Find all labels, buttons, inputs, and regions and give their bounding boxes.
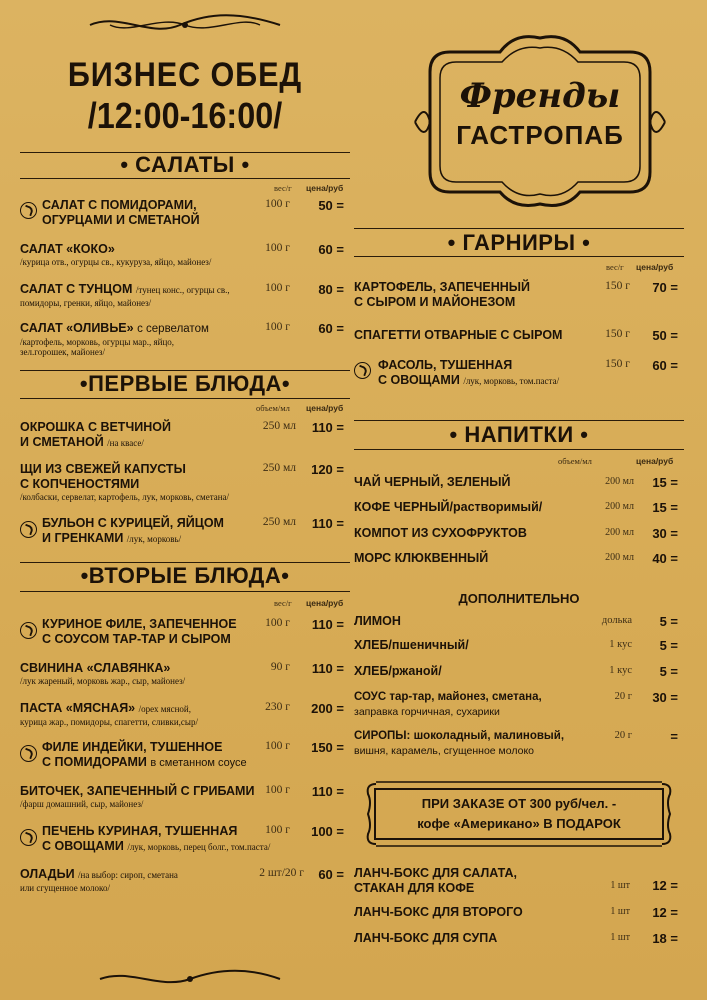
divider [354,228,684,229]
item-name: ХЛЕБ/ржаной/ [354,664,442,678]
menu-item [20,420,350,451]
item-name: СТАКАН ДЛЯ КОФЕ [354,881,475,895]
item-amount: 1 шт [610,932,630,943]
item-name: БИТОЧЕК, ЗАПЕЧЕННЫЙ С ГРИБАМИ [20,784,255,798]
item-amount: 1 кус [609,665,632,676]
item-price: 60 = [318,242,344,257]
ornament-icon [80,10,290,40]
item-name: БУЛЬОН С КУРИЦЕЙ, ЯЙЦОМ [42,516,224,530]
item-desc: зел.горошек, майонез/ [20,347,105,357]
item-amount: 20 г [614,691,632,702]
item-name: С СОУСОМ ТАР-ТАР И СЫРОМ [42,632,231,646]
menu-item [354,931,684,946]
item-name: С ПОМИДОРАМИ в сметанном соусе [42,755,247,769]
item-price: 50 = [652,328,678,343]
menu-item [20,867,350,893]
item-amount: 200 мл [605,552,634,563]
item-name: КОМПОТ ИЗ СУХОФРУКТОВ [354,526,527,540]
menu-item [354,280,684,310]
item-desc: /колбаски, сервелат, картофель, лук, морковь, сметана/ [20,492,230,502]
item-amount: 1 кус [609,639,632,650]
item-desc: курица жар., помидоры, спагетти, сливки,сыр/ [20,717,198,727]
divider [20,398,350,399]
col-price-label: цена/руб [636,456,674,466]
item-name: ОЛАДЬИ /на выбор: сироп, сметана [20,867,178,881]
item-name: ОКРОШКА С ВЕТЧИНОЙ [20,420,171,434]
item-amount: 100 г [265,282,290,294]
col-amount-label: вес/г [274,183,292,193]
item-price: 110 = [311,661,344,676]
item-price: 30 = [652,690,678,705]
item-price: 110 = [311,516,344,531]
item-amount: 230 г [265,701,290,713]
item-price: 110 = [311,420,344,435]
item-price: = [670,729,678,744]
menu-item [20,784,350,809]
promo-line: кофе «Американо» В ПОДАРОК [417,816,621,831]
item-desc: /картофель, морковь, огурцы мар., яйцо, [20,337,175,347]
menu-item [354,905,684,920]
item-name: ФИЛЕ ИНДЕЙКИ, ТУШЕННОЕ [42,740,223,754]
item-name: С СЫРОМ И МАЙОНЕЗОМ [354,295,516,309]
menu-item [20,462,350,502]
item-name: СПАГЕТТИ ОТВАРНЫЕ С СЫРОМ [354,328,563,342]
item-name: ЛАНЧ-БОКС ДЛЯ САЛАТА, [354,866,517,880]
item-price: 100 = [311,824,344,839]
menu-item [354,358,684,389]
menu-item [354,638,684,653]
item-amount: 20 г [614,730,632,741]
chef-recommend-icon [20,202,37,219]
menu-item [354,614,684,629]
menu-item [354,526,684,541]
item-name: ЛАНЧ-БОКС ДЛЯ СУПА [354,931,498,945]
item-amount: 150 г [605,328,630,340]
menu-item [354,328,684,343]
item-amount: 100 г [265,321,290,333]
item-price: 18 = [652,931,678,946]
item-price: 60 = [318,321,344,336]
menu-item [20,617,350,647]
item-price: 5 = [659,614,678,629]
item-amount: 1 шт [610,880,630,891]
menu-item [354,866,684,896]
logo-name-text: ГАСТРОПАБ [456,120,624,150]
col-amount-label: объем/мл [256,403,290,413]
page-title: БИЗНЕС ОБЕД [67,56,303,94]
item-name: вишня, карамель, сгущенное молоко [354,745,535,757]
menu-item [20,516,350,547]
item-name: И ГРЕНКАМИ /лук, морковь/ [42,531,182,545]
section-title-drinks: • НАПИТКИ • [449,422,589,447]
item-price: 12 = [652,905,678,920]
col-amount-label: вес/г [274,598,292,608]
divider [20,591,350,592]
item-amount: 100 г [265,740,290,752]
menu-item [20,282,350,308]
item-name: СОУС тар-тар, майонез, сметана, [354,691,542,703]
item-price: 200 = [311,701,344,716]
menu-item [354,729,684,759]
item-price: 50 = [318,198,344,213]
item-amount: 200 мл [605,527,634,538]
item-price: 5 = [659,638,678,653]
item-amount: 250 мл [262,420,296,432]
menu-item [354,690,684,720]
item-name: ЩИ ИЗ СВЕЖЕЙ КАПУСТЫ [20,462,186,476]
item-name: С КОПЧЕНОСТЯМИ [20,477,140,491]
col-price-label: цена/руб [306,598,344,608]
section-title-salads: • САЛАТЫ • [120,152,250,177]
item-name: КАРТОФЕЛЬ, ЗАПЕЧЕННЫЙ [354,280,530,294]
item-amount: 250 мл [262,462,296,474]
chef-recommend-icon [20,745,37,762]
divider [354,256,684,257]
item-name: С ОВОЩАМИ /лук, морковь, перец болг., том.паста/ [42,839,271,853]
menu-item [354,475,684,490]
item-price: 80 = [318,282,344,297]
menu-item [354,664,684,679]
item-desc: или сгущенное молоко/ [20,883,110,893]
chef-recommend-icon [20,622,37,639]
chef-recommend-icon [354,362,371,379]
item-name: ФАСОЛЬ, ТУШЕННАЯ [378,358,513,372]
item-price: 60 = [318,867,344,882]
item-amount: 100 г [265,824,290,836]
item-name: ПАСТА «МЯСНАЯ» /орех мясной, [20,701,191,715]
item-amount: 1 шт [610,906,630,917]
logo-script-text: Френды [459,76,621,116]
ornament-icon [90,966,290,992]
item-amount: 2 шт/20 г [259,867,304,879]
item-price: 12 = [652,878,678,893]
item-name: ХЛЕБ/пшеничный/ [354,638,469,652]
item-amount: долька [601,615,632,626]
item-desc: /курица отв., огурцы св., кукуруза, яйцо, майонез/ [20,257,212,267]
section-title-garnish: • ГАРНИРЫ • [447,230,591,255]
chef-recommend-icon [20,521,37,538]
col-price-label: цена/руб [636,262,674,272]
item-amount: 200 мл [605,501,634,512]
item-amount: 250 мл [262,516,296,528]
item-amount: 200 мл [605,476,634,487]
menu-item [20,198,350,228]
item-price: 60 = [652,358,678,373]
item-price: 15 = [652,500,678,515]
item-desc: помидоры, гренки, яйцо, майонез/ [20,298,152,308]
item-name: ЧАЙ ЧЕРНЫЙ, ЗЕЛЕНЫЙ [354,475,511,489]
item-name: С ОВОЩАМИ /лук, морковь, том.паста/ [378,373,560,387]
item-name: САЛАТ «ОЛИВЬЕ» с сервелатом [20,321,209,335]
item-amount: 100 г [265,784,290,796]
item-amount: 90 г [270,661,290,673]
chef-recommend-icon [20,829,37,846]
col-price-label: цена/руб [306,183,344,193]
item-amount: 100 г [265,617,290,629]
item-desc: /лук жареный, морковь жар., сыр, майонез/ [20,676,186,686]
item-desc: /фарш домашний, сыр, майонез/ [20,799,144,809]
item-price: 30 = [652,526,678,541]
item-name: САЛАТ «КОКО» [20,242,115,256]
item-price: 120 = [311,462,344,477]
promo-box [374,788,664,840]
col-amount-label: вес/г [606,262,624,272]
item-price: 40 = [652,551,678,566]
item-name: заправка горчичная, сухарики [354,706,500,718]
item-name: ЛАНЧ-БОКС ДЛЯ ВТОРОГО [354,905,523,919]
item-name: МОРС КЛЮКВЕННЫЙ [354,551,489,565]
item-name: И СМЕТАНОЙ /на квасе/ [20,435,144,449]
item-name: ПЕЧЕНЬ КУРИНАЯ, ТУШЕННАЯ [42,824,238,838]
item-amount: 150 г [605,358,630,370]
menu-item [20,321,350,357]
divider [354,420,684,421]
item-name: СВИНИНА «СЛАВЯНКА» [20,661,171,675]
item-amount: 100 г [265,198,290,210]
divider [20,178,350,179]
menu-item [20,701,350,727]
item-price: 5 = [659,664,678,679]
item-name: КОФЕ ЧЕРНЫЙ/растворимый/ [354,500,543,514]
menu-item [354,500,684,515]
item-name: СИРОПЫ: шоколадный, малиновый, [354,730,565,742]
col-amount-label: объем/мл [558,456,592,466]
hours-text: /12:00-16:00/ [87,95,283,136]
item-name: КУРИНОЕ ФИЛЕ, ЗАПЕЧЕННОЕ [42,617,237,631]
item-price: 110 = [311,784,344,799]
menu-item [20,824,350,855]
item-price: 15 = [652,475,678,490]
item-amount: 150 г [605,280,630,292]
section-title-extra: ДОПОЛНИТЕЛЬНО [458,591,580,606]
menu-item [20,740,350,771]
col-price-label: цена/руб [306,403,344,413]
item-price: 110 = [311,617,344,632]
item-amount: 100 г [265,242,290,254]
item-name: ОГУРЦАМИ И СМЕТАНОЙ [42,213,200,227]
item-name: ЛИМОН [354,614,401,628]
divider [354,449,684,450]
promo-line: ПРИ ЗАКАЗЕ ОТ 300 руб/чел. - [421,796,617,811]
menu-item [354,551,684,566]
menu-item [20,242,350,267]
section-title-second: •ВТОРЫЕ БЛЮДА• [80,563,290,588]
item-price: 150 = [311,740,344,755]
item-name: САЛАТ С ПОМИДОРАМИ, [42,198,197,212]
section-title-first: •ПЕРВЫЕ БЛЮДА• [79,371,291,396]
menu-item [20,661,350,686]
item-price: 70 = [652,280,678,295]
item-name: САЛАТ С ТУНЦОМ /тунец конс., огурцы св., [20,282,230,296]
